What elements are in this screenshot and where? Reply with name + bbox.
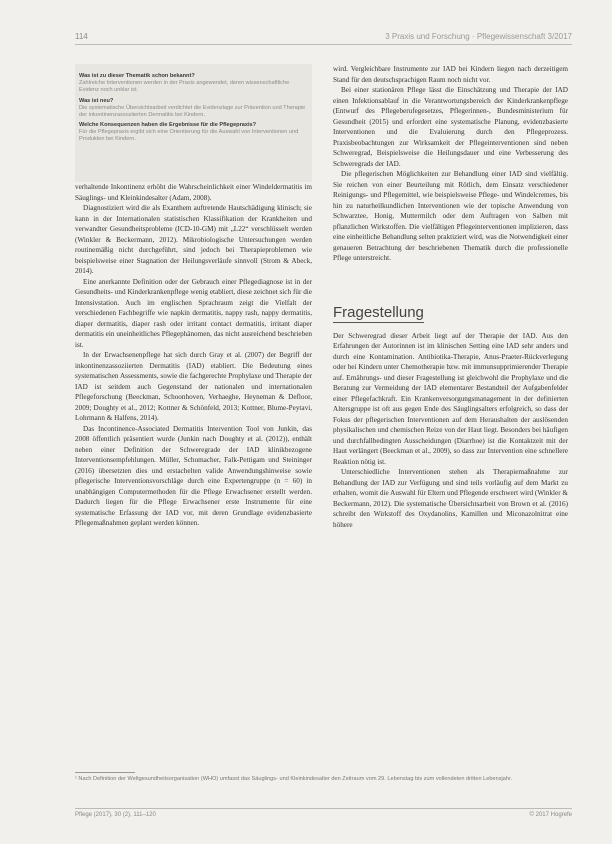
box-answer: Die systematische Übersichtsarbeit verdichtet die Evidenzlage zur Prävention und Therapie der inkontinenzassoziierten Dermatitis bei Kindern.: [79, 104, 306, 118]
left-column: [75, 182, 312, 529]
box-question: Was ist zu dieser Thematik schon bekannt?: [79, 73, 195, 79]
footer-rule: [75, 808, 572, 809]
paragraph: Die pflegerischen Möglichkeiten zur Behandlung einer IAD sind vielfältig. Sie reichen von einer Beurteilung mit Rötlich, dem Einsatz verschiedener Reinigungs- und Pflegemittel, wie beispielsweise Pflege- und Windelcremes, bis hin zu naturheilkundlichen Interventionen wie der topische Anwendung von Schwarztee, Honig, Muttermilch oder dem Auftragen von Salben mit pflanzlichen Wirkstoffen. Die vielfältigen Pflegeinterventionen implizieren, dass eine einheitliche Behandlung selten praktiziert wird, was die Notwendigkeit einer genaueren Betrachtung der beschriebenen Thematik durch die professionelle Pflege unterstreicht.: [333, 170, 568, 262]
footer-citation: Pflege (2017), 30 (2), 111–120: [75, 812, 156, 818]
page-number: 114: [75, 32, 88, 41]
paragraph: Eine anerkannte Definition oder der Gebrauch einer Pflegediagnose ist in der Gesundheits- und Kinderkrankenpflege wenig etabliert, diese zeichnet sich für die Intensivstation. Auch im englischen Sprachraum zeigt die Vielfalt der verschiedenen Fachbegriffe wie napkin dermatitis, nappy rash, nappy dermatitis, diaper dermatitis, diaper rash oder irritant contact dermatitis, irritant diaper dermatitis ein uneinheitliches Pflegephänomen, das nicht ausreichend beschrieben ist.: [75, 277, 312, 349]
paragraph: Bei einer stationären Pflege lässt die Einschätzung und Therapie der IAD einen Infektionsablauf in die Verantwortungsbereich der Kinderkrankenpflege (Entwurf des Pflegeberufegesetzes, Pflegerinnen-, Bundesministerium für Gesundheit (2015) und erfordert eine systematische Planung, evidenzbasierte Interventionen und die Evaluierung durch den Pflegeprozess. Praxisbeobachtungen zur Wirksamkeit der Pflegeinterventionen sind neben Schweregrad, Beispielsweise die Heilungsdauer und eine Verbesserung des Schweregrads der IAD.: [333, 86, 568, 168]
box-question: Welche Konsequenzen haben die Ergebnisse für die Pflegepraxis?: [79, 122, 257, 129]
paragraph: Das Incontinence-Associated Dermatitis Intervention Tool von Junkin, das 2008 öffentlich präsentiert wurde (Junkin nach Doughty et al. (2012)), enthält neben einer Definition der Schweregrade der IAD klinikbezogene Interventionsempfehlungen. Müller, Schumacher, Falk-Pettigam und Steininger (2016) übersetzten dies und erstachelten valide Anwendungshinweise sowie pflegerische Interventionsvorschläge durch eine Expertengruppe (n = 60) in unabhängigen Computermethoden für die Pflege Erwachsener erstellt werden. Dadurch liegen für die Pflege Erwachsener erste Instrumente für eine systematische Erfassung der IAD vor, mit deren Grundlage evidenzbasierte Pflegemaßnahmen geplant werden können.: [75, 424, 312, 527]
box-question: Was ist neu?: [79, 97, 114, 104]
paragraph: In der Erwachsenenpflege hat sich durch Gray et al. (2007) der Begriff der inkontinenzassoziierten Dermatitis (IAD) etabliert. Die Bedeutung eines systematischen Assessments, sowie die fachgerechte Prophylaxe und Therapie der IAD ist seitdem auch Gegenstand der nationalen und internationalen Pflegeforschung (Beeckman, Schoonhoven, Verhaeghe, Heyneman & Defloor, 2009; Doughty et al., 2012; Kottner & Schönfeld, 2013; Kottner, Blume-Peytavi, Lohrmann & Halfens, 2014).: [75, 351, 312, 422]
running-title: 3 Praxis und Forschung · Pflegewissenschaft 3/2017: [385, 32, 572, 41]
paragraph: Unterschiedliche Interventionen stehen als Therapiemaßnahme zur Behandlung der IAD zur Verfügung und sind teils vorläufig auf dem Markt zu erhalten, womit die Auswahl für Eltern und Pflegende erschwert wird (Winkler & Beckermann, 2012). Die systematische Übersichtsarbeit von Brown et al. (2016) schreibt den Wirkstoff des Oxydanolins, Kamillen und Miconazolnitrat eine höhere: [333, 468, 568, 529]
paragraph: Diagnostiziert wird die als Exanthem auftretende Hautschädigung klinisch; sie kann in der Internationalen statistischen Klassifikation der Krankheiten und verwandter Gesundheitsprobleme (ICD-10-GM) mit „L22“ verschlüsselt werden (Winkler & Beckermann, 2012). Mikrobiologische Untersuchungen werden routinemäßig nicht durchgeführt, sind jedoch bei Therapieproblemen wie beispielsweise einer Stagnation der Heilungsverläufe sinnvoll (Strom & Abeck, 2014).: [75, 204, 312, 275]
right-column: [333, 64, 568, 530]
footer-publisher: © 2017 Hogrefe: [529, 812, 572, 818]
box-answer: Zahlreiche Interventionen werden in der Praxis angewendet, deren wissenschaftliche Evidenz noch unklar ist.: [79, 80, 290, 94]
paragraph: wird. Vergleichbare Instrumente zur IAD bei Kindern liegen nach derzeitigem Stand für den deutschsprachigen Raum noch nicht vor.: [333, 65, 568, 84]
footnote: ¹ Nach Definition der Weltgesundheitsorganisation (WHO) umfasst das Säuglings- und Kleinkindesalter den Zeitraum vom 29. Lebenstag bis zum vollendeten dritten Lebensjahr.: [75, 776, 513, 782]
paragraph: Der Schweregrad dieser Arbeit liegt auf der Therapie der IAD. Aus den Erfahrungen der Autorinnen ist im klinischen Setting eine IAD sehr anders und durch eine Kontamination. Antibiotika-Therapie, Anus-Praeter-Rückverlegung oder bei Kindern unter Chemotherapie bzw. mit immunsupprimierender Therapie auf. Ernährungs- und dieser Fragestellung ist gleichwohl die Prophylaxe und die Beratung zur Vermeidung der IAD elementarer Bestandteil der Aufgabenfelder einer Pflegefachkraft. Ein Krankenversorgungsmanagement in der definierten Altersgruppe ist oft aus gegen Ende des Säuglingsalters erfolgreich, so dass der Fokus der pflegerischen Interventionen auf dem Heraushalten der auslösenden physikalischen und chemischen Reize von der Haut liegt. Besonders bei häufigen und durchfallbedingten Ausscheidungen (Diarrhoe) ist die Kontaktzeit mit der Haut verlängert (Beeckman et al., 2009), so dass zur Intervention eine schnellere Reaktion nötig ist.: [333, 331, 568, 466]
header-rule: [75, 44, 572, 45]
footnote-rule: [75, 772, 135, 773]
box-answer: Für die Pflegepraxis ergibt sich eine Orientierung für die Auswahl von Interventionen und Produkten bei Kindern.: [79, 129, 299, 143]
paragraph: verhaltende Inkontinenz erhöht die Wahrscheinlichkeit einer Windeldermatitis im Säuglings- und Kleinkindesalter (Adam, 2008).: [75, 183, 312, 202]
section-heading: Fragestellung: [333, 303, 424, 321]
key-points-box: [75, 64, 312, 182]
